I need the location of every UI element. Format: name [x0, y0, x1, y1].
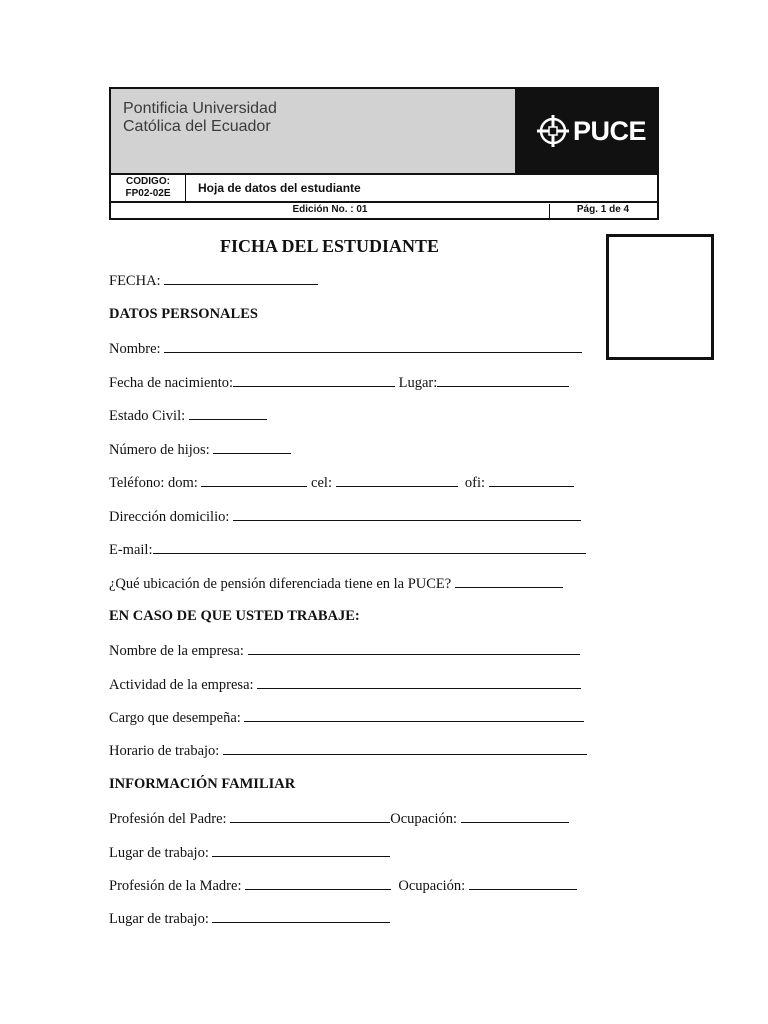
fecha-label: FECHA:	[109, 273, 161, 289]
university-name-line1: Pontificia Universidad	[123, 100, 277, 117]
direccion-row	[109, 508, 581, 526]
code-value: FP02-02E	[125, 188, 171, 199]
university-name-line2: Católica del Ecuador	[123, 118, 271, 135]
document-title: Hoja de datos del estudiante	[198, 181, 361, 195]
nacimiento-row	[109, 374, 569, 392]
cel-field[interactable]	[336, 474, 458, 487]
horario-field[interactable]	[223, 742, 587, 755]
profesion-padre-row	[109, 810, 569, 828]
ofi-field[interactable]	[489, 474, 574, 487]
code-cell	[111, 175, 186, 201]
telefono-dom-label: Teléfono: dom:	[109, 475, 198, 491]
edition-number: Edición No. : 01	[111, 204, 550, 218]
document-header	[109, 87, 659, 220]
university-name-panel	[111, 89, 515, 173]
estado-civil-field[interactable]	[189, 407, 267, 420]
page-number: Pág. 1 de 4	[576, 204, 630, 215]
ocupacion-padre-field[interactable]	[461, 810, 569, 823]
cargo-field[interactable]	[244, 709, 584, 722]
header-top-band	[111, 89, 657, 173]
header-edition-row	[111, 201, 657, 218]
email-label: E-mail:	[109, 542, 153, 558]
estado-civil-label: Estado Civil:	[109, 408, 186, 424]
fecha-row	[109, 272, 318, 290]
nombre-row	[109, 340, 582, 358]
actividad-empresa-label: Actividad de la empresa:	[109, 677, 254, 693]
cargo-row	[109, 709, 584, 727]
profesion-padre-label: Profesión del Padre:	[109, 811, 227, 827]
ocupacion-madre-field[interactable]	[469, 877, 577, 890]
estado-civil-row	[109, 407, 267, 425]
logo-panel	[515, 89, 657, 173]
profesion-madre-field[interactable]	[245, 877, 391, 890]
nombre-empresa-label: Nombre de la empresa:	[109, 643, 244, 659]
horario-row	[109, 742, 587, 760]
numero-hijos-label: Número de hijos:	[109, 442, 210, 458]
numero-hijos-field[interactable]	[213, 441, 291, 454]
lugar-trabajo-padre-label: Lugar de trabajo:	[109, 845, 209, 861]
profesion-madre-label: Profesión de la Madre:	[109, 878, 242, 894]
profesion-madre-row	[109, 877, 577, 895]
email-row	[109, 541, 586, 559]
lugar-trabajo-padre-field[interactable]	[212, 844, 390, 857]
lugar-trabajo-padre-row	[109, 844, 390, 862]
code-label: CODIGO:	[126, 176, 170, 187]
fecha-nacimiento-field[interactable]	[233, 374, 395, 387]
trabajo-heading: EN CASO DE QUE USTED TRABAJE:	[109, 608, 360, 624]
telefono-row	[109, 474, 574, 492]
actividad-empresa-row	[109, 676, 581, 694]
nombre-empresa-field[interactable]	[248, 642, 580, 655]
nombre-empresa-row	[109, 642, 580, 660]
direccion-label: Dirección domicilio:	[109, 509, 230, 525]
profesion-padre-field[interactable]	[230, 810, 390, 823]
university-name	[123, 100, 277, 136]
horario-label: Horario de trabajo:	[109, 743, 220, 759]
cross-emblem-icon	[537, 115, 569, 147]
puce-logo	[537, 115, 647, 149]
nombre-field[interactable]	[164, 340, 582, 353]
fecha-nacimiento-label: Fecha de nacimiento:	[109, 375, 234, 391]
header-code-row	[111, 173, 657, 201]
email-field[interactable]	[153, 541, 586, 554]
datos-personales-heading: DATOS PERSONALES	[109, 306, 258, 322]
ocupacion-padre-label: Ocupación:	[390, 811, 458, 827]
numero-hijos-row	[109, 441, 291, 459]
lugar-trabajo-madre-label: Lugar de trabajo:	[109, 911, 209, 927]
actividad-empresa-field[interactable]	[257, 676, 581, 689]
lugar-trabajo-madre-field[interactable]	[212, 910, 390, 923]
logo-text: PUCE	[573, 116, 647, 146]
direccion-field[interactable]	[233, 508, 581, 521]
pension-field[interactable]	[455, 575, 563, 588]
familiar-heading: INFORMACIÓN FAMILIAR	[109, 776, 296, 792]
pension-label: ¿Qué ubicación de pensión diferenciada tiene en la PUCE?	[109, 576, 452, 592]
lugar-field[interactable]	[437, 374, 569, 387]
telefono-dom-field[interactable]	[201, 474, 307, 487]
ocupacion-madre-label: Ocupación:	[398, 878, 466, 894]
lugar-trabajo-madre-row	[109, 910, 390, 928]
cargo-label: Cargo que desempeña:	[109, 710, 241, 726]
pension-row	[109, 575, 563, 593]
photo-box	[606, 234, 714, 360]
lugar-label: Lugar:	[398, 375, 438, 391]
ofi-label: ofi:	[464, 475, 485, 491]
nombre-label: Nombre:	[109, 341, 161, 357]
fecha-field[interactable]	[164, 272, 318, 285]
cel-label: cel:	[311, 475, 332, 491]
form-title: FICHA DEL ESTUDIANTE	[220, 236, 440, 256]
